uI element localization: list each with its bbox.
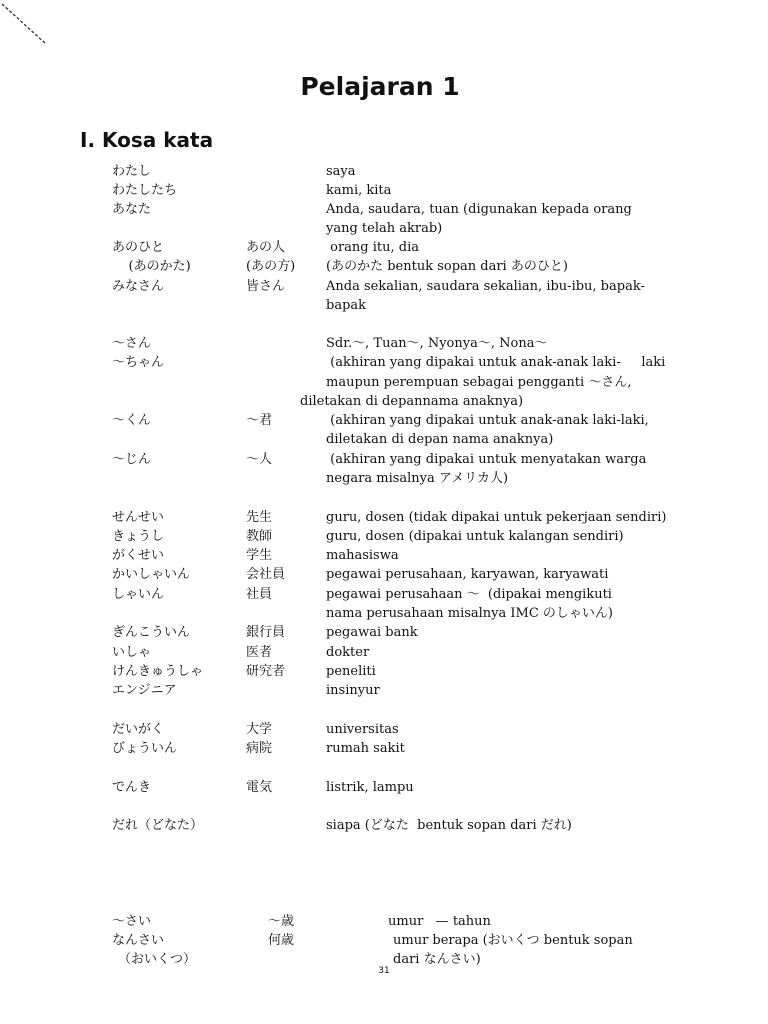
vocab-meaning: dokter: [326, 645, 370, 660]
vocab-meaning: nama perusahaan misalnya IMC のしゃいん): [326, 606, 613, 621]
vocab-kanji: 先生: [246, 510, 273, 525]
vocab-kana: わたし: [112, 164, 152, 179]
vocab-row: [0, 586, 768, 606]
vocab-row: [0, 239, 768, 259]
vocab-row: [0, 817, 768, 837]
corner-fold-mark: [0, 0, 60, 50]
vocab-kanji: 病院: [246, 741, 273, 756]
vocab-meaning: diletakan di depannama anaknya): [300, 394, 524, 409]
vocab-meaning: guru, dosen (dipakai untuk kalangan sendiri): [326, 529, 624, 544]
vocab-meaning: rumah sakit: [326, 741, 405, 756]
vocab-kana: なんさい: [112, 933, 165, 948]
vocab-meaning: maupun perempuan sebagai pengganti ～さん,: [326, 375, 632, 390]
vocab-meaning: negara misalnya アメリカ人): [326, 471, 509, 486]
vocab-kana: ぎんこういん: [112, 625, 191, 640]
vocab-kanji: 教師: [246, 529, 273, 544]
vocab-kanji: 会社員: [246, 567, 286, 582]
vocab-meaning: pegawai perusahaan ～ (dipakai mengikuti: [326, 587, 612, 602]
vocab-row: [0, 335, 768, 355]
vocab-kana: しゃいん: [112, 587, 165, 602]
vocab-row: [0, 566, 768, 586]
vocab-kanji: あの人: [246, 240, 286, 255]
vocab-kanji: 研究者: [246, 664, 286, 679]
vocab-row: [0, 547, 768, 567]
vocab-row: [0, 779, 768, 799]
vocab-kana: ～くん: [112, 413, 152, 428]
vocab-meaning: universitas: [326, 722, 399, 737]
vocab-meaning: (akhiran yang dipakai untuk anak-anak laki-laki,: [326, 413, 649, 428]
page-title: Pelajaran 1: [300, 72, 460, 101]
vocab-row: [0, 220, 768, 240]
vocab-row: [0, 932, 768, 952]
vocab-kanji: 医者: [246, 645, 273, 660]
vocab-kanji: 電気: [246, 780, 273, 795]
vocab-row: [0, 528, 768, 548]
vocab-kana: あなた: [112, 202, 152, 217]
vocab-kanji: ～人: [246, 452, 273, 467]
vocab-meaning: saya: [326, 164, 356, 179]
vocab-kana: ～ちゃん: [112, 355, 165, 370]
vocab-kana: きょうし: [112, 529, 165, 544]
vocab-kana: (あのかた): [112, 259, 191, 274]
vocab-row: [0, 644, 768, 664]
vocab-kanji: ～歳: [268, 914, 295, 929]
vocab-kana: びょういん: [112, 741, 178, 756]
vocab-row: [0, 470, 768, 490]
vocab-row: [0, 354, 768, 374]
vocab-kanji: 皆さん: [246, 279, 286, 294]
vocab-kanji: 大学: [246, 722, 273, 737]
vocab-meaning: (akhiran yang dipakai untuk menyatakan warga: [326, 452, 647, 467]
vocab-kana: ～さい: [112, 914, 152, 929]
vocab-meaning: umur berapa (おいくつ bentuk sopan: [393, 933, 633, 948]
vocab-kana: けんきゅうしゃ: [112, 664, 204, 679]
vocab-kana: だれ（どなた）: [112, 818, 204, 833]
vocab-kana: あのひと: [112, 240, 165, 255]
vocab-meaning: pegawai perusahaan, karyawan, karyawati: [326, 567, 609, 582]
vocab-kanji: (あの方): [246, 259, 296, 274]
vocab-meaning: Anda, saudara, tuan (digunakan kepada orang: [326, 202, 632, 217]
section-heading: I. Kosa kata: [80, 128, 214, 152]
vocab-meaning: pegawai bank: [326, 625, 418, 640]
vocab-kanji: 社員: [246, 587, 273, 602]
vocab-kanji: 銀行員: [246, 625, 286, 640]
vocab-row: [0, 721, 768, 741]
vocab-row: [0, 740, 768, 760]
vocab-kana: がくせい: [112, 548, 165, 563]
vocab-row: [0, 605, 768, 625]
vocab-meaning: orang itu, dia: [326, 240, 419, 255]
vocab-row: [0, 393, 768, 413]
vocab-kanji: ～君: [246, 413, 273, 428]
vocab-kana: かいしゃいん: [112, 567, 191, 582]
vocab-row: [0, 278, 768, 298]
vocab-row: [0, 682, 768, 702]
vocab-row: [0, 431, 768, 451]
vocab-row: [0, 412, 768, 432]
vocab-row: [0, 663, 768, 683]
vocab-meaning: diletakan di depan nama anaknya): [326, 432, 554, 447]
vocab-row: [0, 297, 768, 317]
vocab-kanji: 学生: [246, 548, 273, 563]
vocab-kana: みなさん: [112, 279, 165, 294]
vocab-row: [0, 913, 768, 933]
vocab-meaning: (あのかた bentuk sopan dari あのひと): [326, 259, 568, 274]
vocab-meaning: umur — tahun: [388, 914, 491, 929]
vocab-meaning: guru, dosen (tidak dipakai untuk pekerjaan sendiri): [326, 510, 667, 525]
vocab-meaning: yang telah akrab): [326, 221, 443, 236]
vocab-kana: わたしたち: [112, 183, 178, 198]
vocab-meaning: siapa (どなた bentuk sopan dari だれ): [326, 818, 572, 833]
vocab-kana: ～じん: [112, 452, 152, 467]
vocab-row: [0, 163, 768, 183]
vocab-kana: ～さん: [112, 336, 152, 351]
vocab-meaning: listrik, lampu: [326, 780, 414, 795]
vocab-kana: （おいくつ）: [118, 952, 197, 967]
vocab-meaning: peneliti: [326, 664, 376, 679]
vocab-meaning: dari なんさい): [393, 952, 481, 967]
vocab-meaning: kami, kita: [326, 183, 392, 198]
vocab-row: [0, 624, 768, 644]
vocab-kana: せんせい: [112, 510, 165, 525]
vocab-meaning: bapak: [326, 298, 367, 313]
vocab-kana: でんき: [112, 780, 152, 795]
page-number: 31: [378, 966, 390, 976]
vocab-meaning: (akhiran yang dipakai untuk anak-anak laki- laki: [326, 355, 666, 370]
vocab-meaning: Sdr.～, Tuan～, Nyonya～, Nona～: [326, 336, 548, 351]
vocab-meaning: insinyur: [326, 683, 380, 698]
vocab-meaning: mahasiswa: [326, 548, 399, 563]
vocab-row: [0, 374, 768, 394]
vocab-row: [0, 258, 768, 278]
vocab-kana: いしゃ: [112, 645, 152, 660]
vocab-row: [0, 201, 768, 221]
vocab-kana: エンジニア: [112, 683, 177, 698]
vocab-meaning: Anda sekalian, saudara sekalian, ibu-ibu, bapak-: [326, 279, 645, 294]
vocab-row: [0, 509, 768, 529]
vocab-row: [0, 451, 768, 471]
vocab-row: [0, 182, 768, 202]
vocab-kanji: 何歳: [268, 933, 295, 948]
vocab-kana: だいがく: [112, 722, 165, 737]
